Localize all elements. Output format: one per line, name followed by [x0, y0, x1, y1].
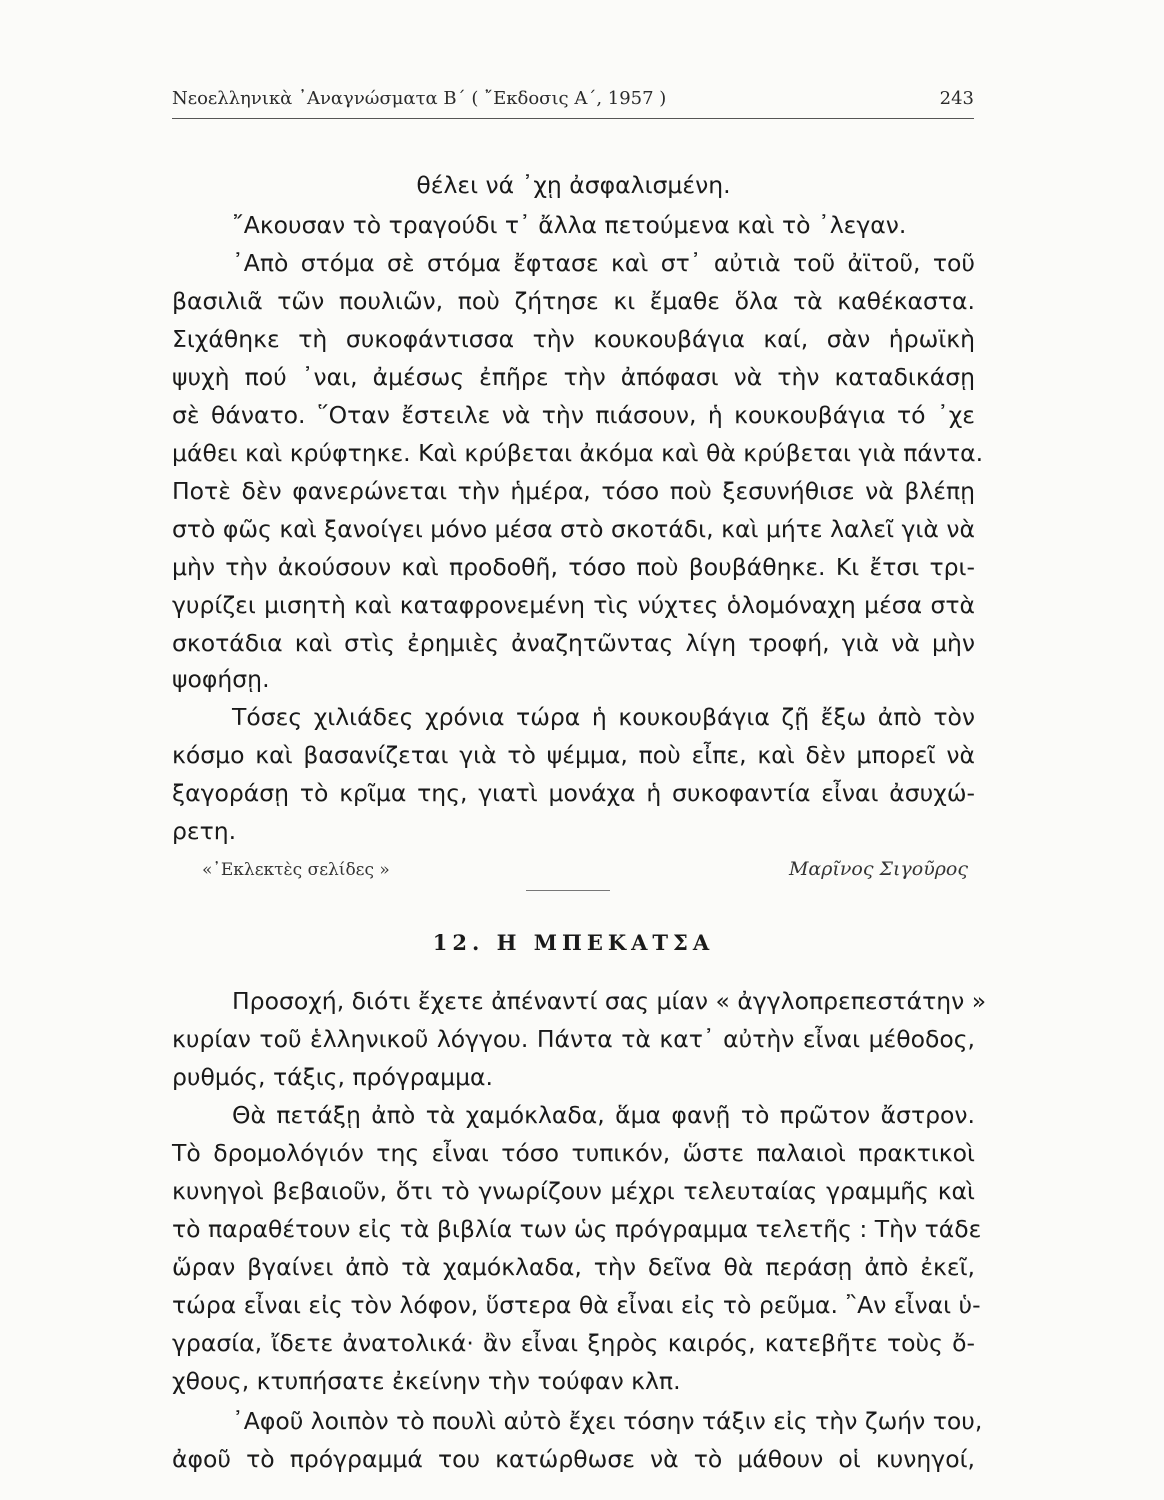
text-line: Σιχάθηκε τὴ συκοφάντισσα τὴν κουκουβάγια καί, σὰν ἡρωϊκὴ — [172, 325, 975, 353]
text-line: Τόσες χιλιάδες χρόνια τώρα ἡ κουκουβάγια ζῇ ἔξω ἀπὸ τὸν — [232, 703, 975, 731]
running-title: Νεοελληνικὰ ᾽Αναγνώσματα Β΄ ( ῎Εκδοσις Α΄, 1957 ) — [172, 88, 667, 109]
text-line: κυνηγοὶ βεβαιοῦν, ὅτι τὸ γνωρίζουν μέχρι τελευταίας γραμμῆς καὶ — [172, 1177, 975, 1205]
text-line: Τὸ δρομολόγιόν της εἶναι τόσο τυπικόν, ὥστε παλαιοὶ πρακτικοὶ — [172, 1139, 975, 1167]
source-citation: «᾽Εκλεκτὲς σελίδες » — [202, 860, 390, 880]
text-line: ψυχὴ πού ᾽ναι, ἀμέσως ἐπῆρε τὴν ἀπόφασι νὰ τὴν καταδικάσῃ — [172, 363, 975, 391]
page-number: 243 — [939, 88, 974, 109]
text-line: σκοτάδια καὶ στὶς ἐρημιὲς ἀναζητῶντας λίγη τροφή, γιὰ νὰ μὴν — [172, 629, 975, 657]
text-line: ψοφήσῃ. — [172, 665, 270, 693]
text-line: τώρα εἶναι εἰς τὸν λόφον, ὕστερα θὰ εἶναι εἰς τὸ ρεῦμα. ῍Αν εἶναι ὑ- — [172, 1291, 981, 1319]
text-line: γρασία, ἴδετε ἀνατολικά· ἂν εἶναι ξηρὸς καιρός, κατεβῆτε τοὺς ὄ- — [172, 1329, 975, 1357]
text-line: κυρίαν τοῦ ἑλληνικοῦ λόγγου. Πάντα τὰ κατ᾽ αὐτὴν εἶναι μέθοδος, — [172, 1025, 975, 1053]
text-line: στὸ φῶς καὶ ξανοίγει μόνο μέσα στὸ σκοτάδι, καὶ μήτε λαλεῖ γιὰ νὰ — [172, 515, 975, 543]
text-line: κόσμο καὶ βασανίζεται γιὰ τὸ ψέμμα, ποὺ εἶπε, καὶ δὲν μπορεῖ νὰ — [172, 741, 975, 769]
text-line: ξαγοράσῃ τὸ κρῖμα της, γιατὶ μονάχα ἡ συκοφαντία εἶναι ἀσυχώ- — [172, 779, 975, 807]
text-line: τὸ παραθέτουν εἰς τὰ βιβλία των ὡς πρόγραμμα τελετῆς : Τὴν τάδε — [172, 1215, 982, 1243]
author-name: Μαρῖνος Σιγοῦρος — [788, 858, 968, 880]
text-line: μὴν τὴν ἀκούσουν καὶ προδοθῆ, τόσο ποὺ βουβάθηκε. Κι ἔτσι τρι- — [172, 553, 975, 581]
text-line: Ποτὲ δὲν φανερώνεται τὴν ἡμέρα, τόσο ποὺ ξεσυνήθισε νὰ βλέπῃ — [172, 477, 975, 505]
text-line: μάθει καὶ κρύφτηκε. Καὶ κρύβεται ἀκόμα καὶ θὰ κρύβεται γιὰ πάντα. — [172, 439, 984, 467]
text-line: ρυθμός, τάξις, πρόγραμμα. — [172, 1063, 494, 1091]
text-line: σὲ θάνατο. ῞Οταν ἔστειλε νὰ τὴν πιάσουν, ἡ κουκουβάγια τό ᾽χε — [172, 401, 975, 429]
text-line: βασιλιᾶ τῶν πουλιῶν, ποὺ ζήτησε κι ἔμαθε ὅλα τὰ καθέκαστα. — [172, 287, 975, 315]
text-line: Προσοχή, διότι ἔχετε ἀπέναντί σας μίαν « ἀγγλοπρεπεστάτην » — [232, 987, 987, 1015]
text-line: χθους, κτυπήσατε ἐκείνην τὴν τούφαν κλπ. — [172, 1367, 681, 1395]
running-header — [172, 80, 974, 116]
text-line: Θὰ πετάξῃ ἀπὸ τὰ χαμόκλαδα, ἅμα φανῇ τὸ πρῶτον ἄστρον. — [232, 1101, 975, 1129]
text-line: θέλει νά ᾽χῃ ἀσφαλισμένη. — [416, 171, 731, 199]
text-line: ᾽Αφοῦ λοιπὸν τὸ πουλὶ αὐτὸ ἔχει τόσην τάξιν εἰς τὴν ζωήν του, — [232, 1407, 983, 1435]
header-rule — [172, 118, 974, 119]
text-line: ρετη. — [172, 817, 237, 845]
section-divider — [526, 890, 610, 891]
text-line: γυρίζει μισητὴ καὶ καταφρονεμένη τὶς νύχτες ὁλομόναχη μέσα στὰ — [172, 591, 975, 619]
text-line: ῎Ακουσαν τὸ τραγούδι τ᾽ ἄλλα πετούμενα καὶ τὸ ᾽λεγαν. — [232, 211, 907, 239]
text-line: ἀφοῦ τὸ πρόγραμμά του κατώρθωσε νὰ τὸ μάθουν οἱ κυνηγοί, — [172, 1445, 975, 1473]
text-line: ᾽Απὸ στόμα σὲ στόμα ἔφτασε καὶ στ᾽ αὐτιὰ τοῦ ἀϊτοῦ, τοῦ — [232, 249, 975, 277]
text-line: ὥραν βγαίνει ἀπὸ τὰ χαμόκλαδα, τὴν δεῖνα θὰ περάσῃ ἀπὸ ἐκεῖ, — [172, 1253, 975, 1281]
chapter-title: 12. Η ΜΠΕΚΑΤΣΑ — [432, 930, 715, 955]
